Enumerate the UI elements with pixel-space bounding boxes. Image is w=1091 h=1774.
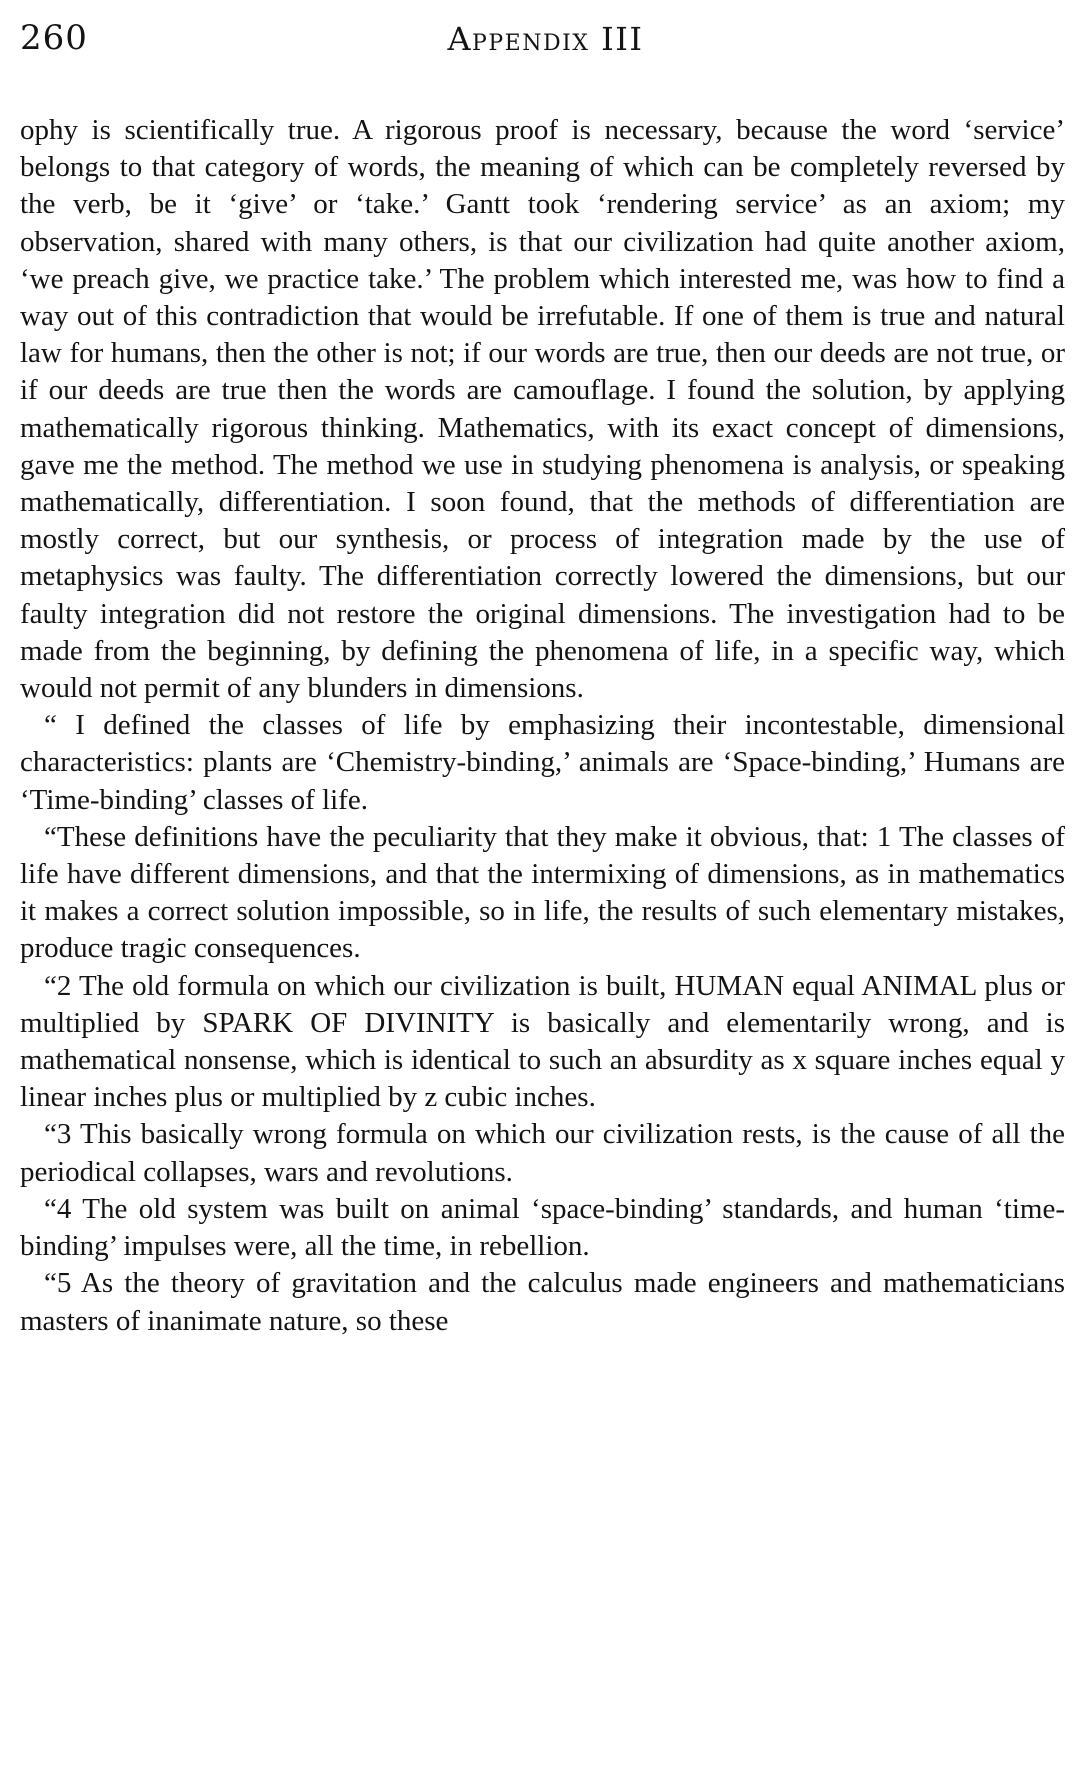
paragraph: “2 The old formula on which our civilization is built, HUMAN equal ANIMAL plus or multiplied by SPARK OF DIVINITY is basically and elementarily wrong, and is mathematical nonsense, which is identical to such an absurdity as x square inches equal y linear inches plus or multiplied by z cubic inches. — [20, 969, 1065, 1114]
body-text — [20, 112, 1065, 1340]
paragraph: “These definitions have the peculiarity that they make it obvious, that: 1 The classes of life have different dimensions, and that the intermixing of dimensions, as in mathematics it makes a correct solution impossible, so in life, the results of such elementary mistakes, produce tragic consequences. — [20, 820, 1065, 965]
page-header — [20, 14, 1071, 64]
paragraph: “4 The old system was built on animal ‘space-binding’ standards, and human ‘time-binding’ impulses were, all the time, in rebellion. — [20, 1192, 1065, 1263]
paragraph: “ I defined the classes of life by emphasizing their incontestable, dimensional characteristics: plants are ‘Chemistry-binding,’ animals are ‘Space-binding,’ Humans are ‘Time-binding’ classes of life. — [20, 709, 1065, 816]
page-number: 260 — [20, 18, 88, 58]
paragraph: “5 As the theory of gravitation and the calculus made engineers and mathematicians masters of inanimate nature, so these — [20, 1267, 1065, 1337]
paragraph: “3 This basically wrong formula on which our civilization rests, is the cause of all the periodical collapses, wars and revolutions. — [20, 1118, 1065, 1188]
paragraph: ophy is scientifically true. A rigorous proof is necessary, because the word ‘service’ belongs to that category of words, the meaning of which can be completely reversed by the verb, be it ‘give’ or ‘take.’ Gantt took ‘rendering service’ as an axiom; my observation, shared with many others, is that our civilization had quite another axiom, ‘we preach give, we practice take.’ The problem which interested me, was how to find a way out of this contradiction that would be irrefutable. If one of them is true and natural law for humans, then the other is not; if our words are true, then our deeds are not true, or if our deeds are true then the words are camouflage. I found the solution, by applying mathematically rigorous thinking. Mathematics, with its exact concept of dimensions, gave me the method. The method we use in studying phenomena is analysis, or speaking mathematically, differentiation. I soon found, that the methods of differentiation are mostly correct, but our synthesis, or process of integration made by the use of metaphysics was faulty. The differentiation correctly lowered the dimensions, but our faulty integration did not restore the original dimensions. The investigation had to be made from the beginning, by defining the phenomena of life, in a specific way, which would not permit of any blunders in dimensions. — [20, 114, 1065, 705]
running-head: Appendix III — [447, 20, 644, 58]
